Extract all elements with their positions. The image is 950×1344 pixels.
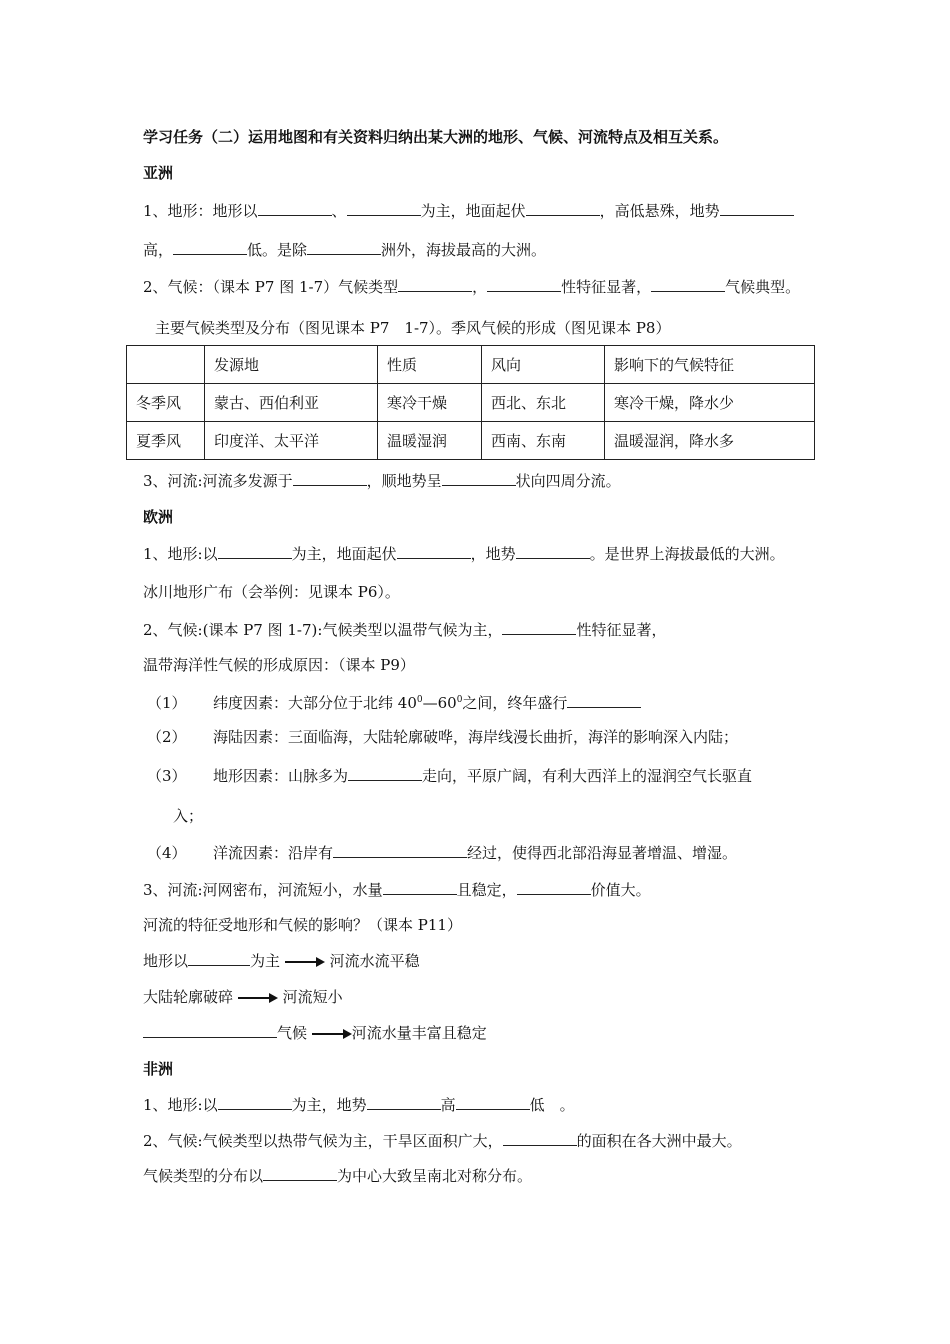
table-cell: 夏季风 bbox=[127, 422, 205, 460]
section-heading-europe: 欧洲 bbox=[143, 508, 174, 526]
table-cell: 冬季风 bbox=[127, 384, 205, 422]
blank-field[interactable] bbox=[173, 239, 247, 255]
blank-field[interactable] bbox=[293, 470, 367, 486]
table-cell: 西南、东南 bbox=[482, 422, 605, 460]
page-title: 学习任务（二）运用地图和有关资料归纳出某大洲的地形、气候、河流特点及相互关系。 bbox=[143, 128, 729, 146]
europe-factor-3: （3） 地形因素：山脉多为 走向，平原广阔，有利大西洋上的湿润空气长驱直 bbox=[147, 767, 753, 785]
asia-climate-line1: 2、气候：（课本 P7 图 1-7）气候类型 ， 性特征显著， 气候典型。 bbox=[143, 278, 801, 296]
blank-field[interactable] bbox=[526, 200, 600, 216]
blank-field[interactable] bbox=[503, 1130, 577, 1146]
table-cell: 寒冷干燥 bbox=[378, 384, 482, 422]
right-arrow-icon bbox=[238, 993, 278, 1003]
europe-river-line1: 3、河流:河网密布，河流短小，水量 且稳定， 价值大。 bbox=[143, 881, 651, 899]
blank-field[interactable] bbox=[383, 879, 457, 895]
blank-field[interactable] bbox=[188, 950, 250, 966]
table-cell bbox=[127, 346, 205, 384]
africa-climate-line2: 气候类型的分布以 为中心大致呈南北对称分布。 bbox=[143, 1167, 533, 1185]
table-row bbox=[127, 384, 815, 422]
right-arrow-icon bbox=[312, 1029, 352, 1039]
blank-field[interactable] bbox=[397, 543, 471, 559]
europe-factor-1: （1） 纬度因素：大部分位于北纬 $40^0—60^0$之间，终年盛行 bbox=[147, 690, 641, 713]
europe-climate-line2: 温带海洋性气候的形成原因：（课本 P9） bbox=[143, 656, 415, 674]
europe-climate-line1: 2、气候:(课本 P7 图 1-7):气候类型以温带气候为主， 性特征显著， bbox=[143, 621, 667, 639]
blank-field[interactable] bbox=[143, 1022, 277, 1038]
blank-field[interactable] bbox=[218, 1094, 292, 1110]
section-heading-africa: 非洲 bbox=[143, 1060, 174, 1078]
europe-arrow-line2: 大陆轮廓破碎 河流短小 bbox=[143, 988, 343, 1006]
blank-field[interactable] bbox=[487, 276, 561, 292]
europe-factor-3-cont: 入； bbox=[173, 807, 204, 825]
blank-field[interactable] bbox=[567, 692, 641, 708]
blank-field[interactable] bbox=[442, 470, 516, 486]
asia-river-line: 3、河流:河流多发源于 ，顺地势呈 状向四周分流。 bbox=[143, 472, 621, 490]
table-cell: 影响下的气候特征 bbox=[605, 346, 815, 384]
asia-terrain-line2: 高， 低。是除 洲外，海拔最高的大洲。 bbox=[143, 241, 547, 259]
blank-field[interactable] bbox=[456, 1094, 530, 1110]
europe-terrain-line2: 冰川地形广布（会举例：见课本 P6）。 bbox=[143, 583, 400, 601]
blank-field[interactable] bbox=[398, 276, 472, 292]
europe-river-line2: 河流的特征受地形和气候的影响？（课本 P11） bbox=[143, 916, 462, 934]
blank-field[interactable] bbox=[348, 765, 422, 781]
right-arrow-icon bbox=[285, 957, 325, 967]
table-cell: 性质 bbox=[378, 346, 482, 384]
table-row bbox=[127, 422, 815, 460]
blank-field[interactable] bbox=[258, 200, 332, 216]
table-cell: 印度洋、太平洋 bbox=[205, 422, 378, 460]
asia-climate-line2: 主要气候类型及分布（图见课本 P7 1-7）。季风气候的形成（图见课本 P8） bbox=[155, 319, 671, 337]
europe-terrain-line1: 1、地形:以 为主，地面起伏 ，地势 。是世界上海拔最低的大洲。 bbox=[143, 545, 785, 563]
blank-field[interactable] bbox=[218, 543, 292, 559]
blank-field[interactable] bbox=[502, 619, 576, 635]
blank-field[interactable] bbox=[263, 1165, 337, 1181]
blank-field[interactable] bbox=[720, 200, 794, 216]
blank-field[interactable] bbox=[367, 1094, 441, 1110]
asia-terrain-line1: 1、地形：地形以 、 为主，地面起伏 ，高低悬殊，地势 bbox=[143, 200, 794, 221]
table-cell: 温暖湿润 bbox=[378, 422, 482, 460]
africa-terrain-line: 1、地形:以 为主，地势 高 低 。 bbox=[143, 1096, 575, 1114]
africa-climate-line1: 2、气候:气候类型以热带气候为主，干旱区面积广大， 的面积在各大洲中最大。 bbox=[143, 1132, 742, 1150]
table-cell: 寒冷干燥，降水少 bbox=[605, 384, 815, 422]
blank-field[interactable] bbox=[651, 276, 725, 292]
table-row bbox=[127, 346, 815, 384]
table-cell: 西北、东北 bbox=[482, 384, 605, 422]
blank-field[interactable] bbox=[333, 842, 467, 858]
table-cell: 风向 bbox=[482, 346, 605, 384]
europe-factor-4: （4） 洋流因素：沿岸有 经过，使得西北部沿海显著增温、增湿。 bbox=[147, 844, 738, 862]
blank-field[interactable] bbox=[307, 239, 381, 255]
blank-field[interactable] bbox=[347, 200, 421, 216]
europe-factor-2: （2） 海陆因素：三面临海，大陆轮廓破哗，海岸线漫长曲折，海洋的影响深入内陆； bbox=[147, 728, 739, 746]
europe-arrow-line3: 气候 河流水量丰富且稳定 bbox=[143, 1022, 487, 1043]
table-cell: 蒙古、西伯利亚 bbox=[205, 384, 378, 422]
section-heading-asia: 亚洲 bbox=[143, 164, 174, 182]
table-cell: 温暖湿润，降水多 bbox=[605, 422, 815, 460]
europe-arrow-line1: 地形以 为主 河流水流平稳 bbox=[143, 952, 420, 970]
blank-field[interactable] bbox=[516, 543, 590, 559]
blank-field[interactable] bbox=[517, 879, 591, 895]
table-cell: 发源地 bbox=[205, 346, 378, 384]
monsoon-table bbox=[126, 345, 815, 460]
